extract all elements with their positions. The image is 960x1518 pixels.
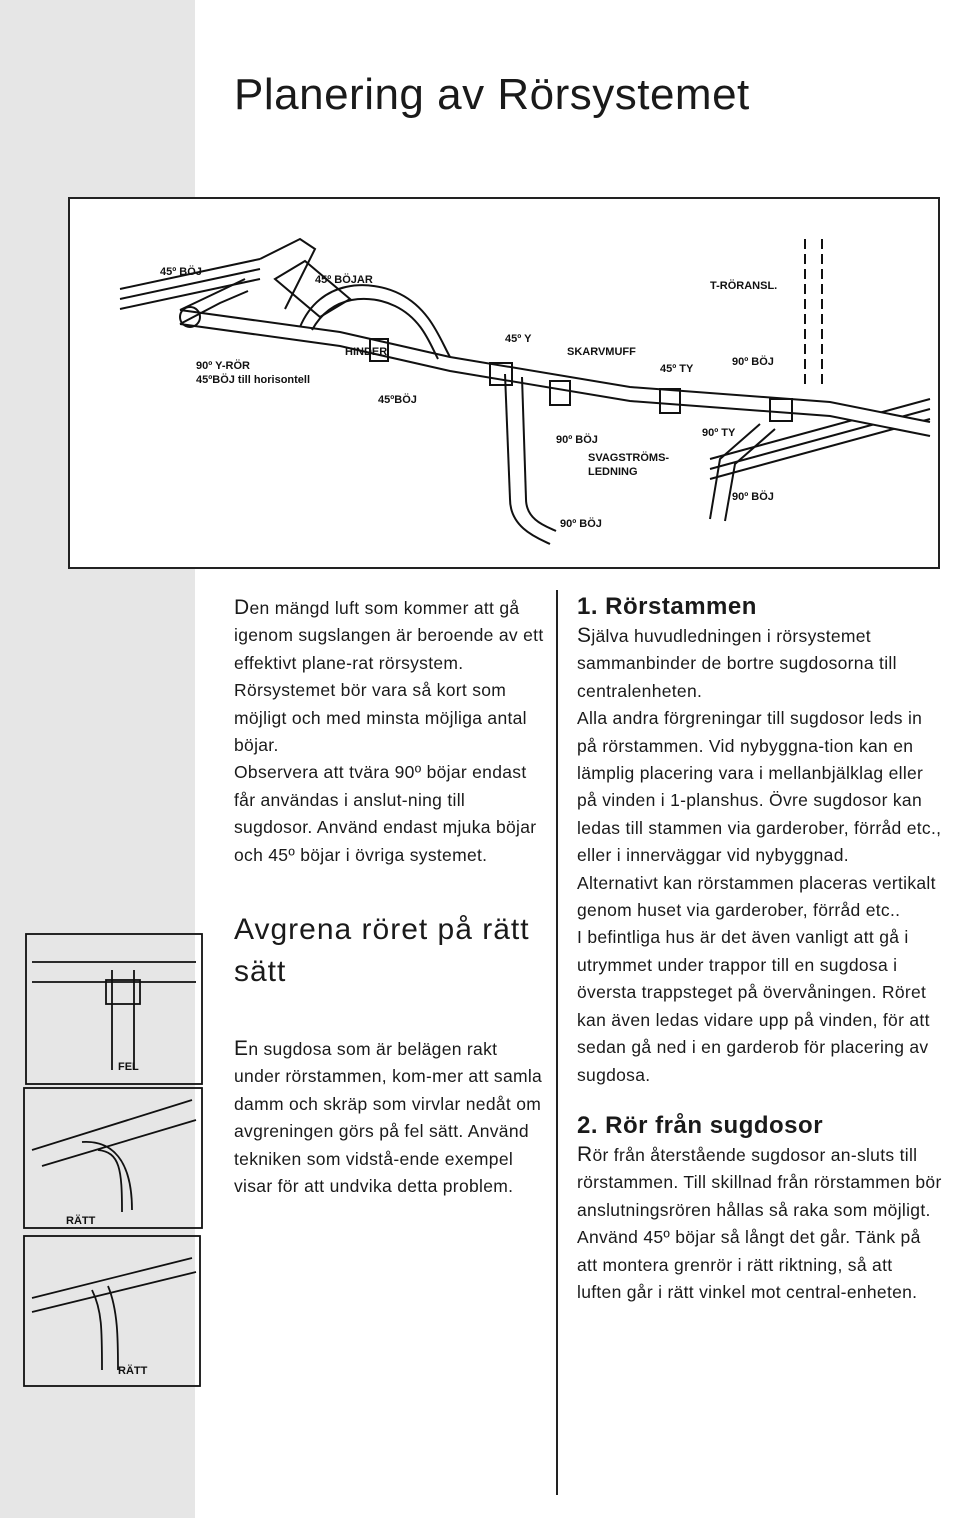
label-90-boj-right: 90º BÖJ bbox=[732, 356, 774, 368]
section-1-paragraph-4: I befintliga hus är det även vanligt att gå i utrymmet under trappor till en sugdosa i översta trappsteget på övervåningen. Röret kan även ledas vidare upp på vinden, för att sedan gå ned i en garderob för placering av sugdosa. bbox=[577, 927, 930, 1085]
label-fel: FEL bbox=[118, 1061, 139, 1073]
section-2-paragraph bbox=[577, 1141, 942, 1306]
pipe-drawing bbox=[70, 199, 938, 567]
label-t-oransl: T-RÖRANSL. bbox=[710, 280, 778, 292]
intro-initial: D bbox=[234, 596, 250, 619]
section-1-heading: 1. Rörstammen bbox=[577, 593, 757, 620]
s2-initial: R bbox=[577, 1142, 593, 1166]
paragraph-3: Observera att tvära 90º böjar endast får användas i anslut-ning till sugdosor. Använd endast mjuka böjar och 45º böjar i övriga systemet. bbox=[234, 762, 537, 865]
section-1-paragraph-3: Alternativt kan rörstammen placeras vertikalt genom huset via garderober, förråd etc.. bbox=[577, 872, 936, 921]
label-45-boj-bottom: 45ºBÖJ bbox=[378, 394, 417, 406]
branch-examples-figure bbox=[22, 930, 206, 1390]
section-2-heading: 2. Rör från sugdosor bbox=[577, 1111, 824, 1139]
label-90-boj-low: 90º BÖJ bbox=[732, 491, 774, 503]
branch-subheading: Avgrena röret på rätt sätt bbox=[234, 913, 530, 989]
label-45-boj-horisontell: 45ºBÖJ till horisontell bbox=[196, 374, 311, 386]
paragraph-2: Rörsystemet bör vara så kort som möjligt och med minsta möjliga antal böjar. bbox=[234, 680, 527, 756]
label-90-boj-bottom: 90º BÖJ bbox=[560, 518, 602, 530]
intro-text: en mängd luft som kommer att gå igenom sugslangen är beroende av ett effektivt plane-rat rörsystem. bbox=[234, 598, 544, 673]
label-ratt-1: RÄTT bbox=[66, 1215, 96, 1227]
section-1-paragraph-1 bbox=[577, 622, 942, 705]
label-45-y: 45º Y bbox=[505, 333, 532, 345]
branch-text: n sugdosa som är belägen rakt under rörstammen, kom-mer att samla damm och skräp som virvlar nedåt om avgreningen görs på fel sätt. Använd tekniken som vidstå-ende exempel visar för att undvika detta problem. bbox=[234, 1039, 543, 1197]
s1-p1-text: jälva huvudledningen i rörsystemet sammanbinder de bortre sugdosorna till centralenheten. bbox=[577, 626, 897, 701]
s1-initial: S bbox=[577, 624, 592, 647]
left-column bbox=[234, 594, 544, 1201]
column-divider bbox=[556, 590, 558, 1495]
label-ratt-2: RÄTT bbox=[118, 1365, 148, 1377]
label-skarvmuff: SKARVMUFF bbox=[567, 346, 636, 358]
label-svagstroms: SVAGSTRÖMS- bbox=[588, 452, 670, 464]
s2-text: ör från återstående sugdosor an-sluts till rörstammen. Till skillnad från rörstammen bör anslutningsrören hållas så raka som möjligt. Använd 45º böjar så långt det går. Tänk på att montera grenrör i rätt riktning, så att luften går i rätt vinkel mot central-enheten. bbox=[577, 1144, 942, 1302]
label-hinder: HINDER bbox=[345, 346, 388, 358]
label-90-y-ror: 90º Y-RÖR bbox=[196, 360, 250, 372]
branch-examples-drawing bbox=[22, 930, 206, 1390]
label-45-bojar: 45º BÖJAR bbox=[315, 274, 373, 286]
label-ledning: LEDNING bbox=[588, 466, 638, 478]
label-45-ty: 45º TY bbox=[660, 363, 694, 375]
section-1-paragraph-2: Alla andra förgreningar till sugdosor leds in på rörstammen. Vid nybyggna-tion kan en lämplig placering vara i mellanbjälklag eller på vinden i 1-planshus. Övre sugdosor kan ledas till stammen via garderober, förråd etc., eller i innerväggar vid nybyggnad. bbox=[577, 708, 942, 866]
branch-initial: E bbox=[234, 1037, 249, 1061]
branch-paragraph bbox=[234, 1035, 544, 1200]
page-title: Planering av Rörsystemet bbox=[234, 70, 750, 119]
pipe-system-diagram bbox=[68, 197, 940, 569]
label-90-ty: 90º TY bbox=[702, 427, 736, 439]
intro-paragraph bbox=[234, 594, 544, 677]
label-90-boj-mid: 90º BÖJ bbox=[556, 434, 598, 446]
label-45-boj: 45º BÖJ bbox=[160, 266, 202, 278]
right-column bbox=[577, 592, 942, 1306]
